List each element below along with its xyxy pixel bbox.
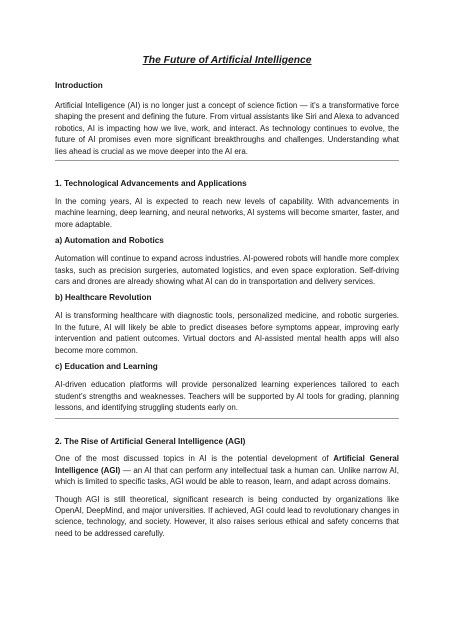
agi-text-post: — an AI that can perform any intellectual task a human can. Unlike narrow AI, which is limited to specific tasks, AGI would be able to reason, learn, and adapt across domains. — [55, 465, 399, 487]
healthcare-heading: b) Healthcare Revolution — [55, 293, 152, 303]
intro-heading: Introduction — [55, 81, 103, 90]
section-divider — [55, 160, 399, 161]
automation-paragraph: Automation will continue to expand across industries. AI-powered robots will handle more complex tasks, such as precision surgeries, automated logistics, and even space exploration. Self-driving cars and drones are already showing what AI can do in transportation and delivery services. — [55, 254, 399, 287]
healthcare-paragraph: AI is transforming healthcare with diagnostic tools, personalized medicine, and robotic surgeries. In the future, AI will likely be able to predict diseases before symptoms appear, improving early intervention and patient outcomes. Virtual doctors and AI-assisted mental health apps will also become more common. — [55, 311, 399, 355]
section1-heading: 1. Technological Advancements and Applications — [55, 179, 247, 189]
document-title: The Future of Artificial Intelligence — [142, 55, 312, 66]
intro-paragraph: Artificial Intelligence (AI) is no longer just a concept of science fiction — it’s a transformative force shaping the present and defining the future. From virtual assistants like Siri and Alexa to advanced robotics, AI is impacting how we live, work, and interact. As technology continues to evolve, the future of AI promises even more significant breakthroughs and challenges. Understanding what lies ahead is crucial as we move deeper into the AI era. — [55, 101, 399, 156]
section-divider — [55, 418, 399, 419]
agi-term-bold: Artificial General Intelligence (AGI) — [55, 454, 399, 475]
automation-heading: a) Automation and Robotics — [55, 236, 164, 246]
agi-paragraph — [55, 453, 399, 487]
section1-paragraph: In the coming years, AI is expected to reach new levels of capability. With advancements in machine learning, deep learning, and neural networks, AI systems will become smarter, faster, and more adaptable. — [55, 197, 399, 229]
section2-heading: 2. The Rise of Artificial General Intelligence (AGI) — [55, 437, 246, 447]
education-paragraph: AI-driven education platforms will provide personalized learning experiences tailored to each student’s strengths and weaknesses. Teachers will be supported by AI tools for grading, planning lessons, and identifying struggling students early on. — [55, 380, 399, 412]
agi-research-paragraph: Though AGI is still theoretical, significant research is being conducted by organizations like OpenAI, DeepMind, and major universities. If achieved, AGI could lead to revolutionary changes in science, technology, and society. However, it also raises serious ethical and safety concerns that need to be addressed carefully. — [55, 494, 399, 538]
agi-text-pre: One of the most discussed topics in AI is the potential development of — [55, 454, 334, 464]
education-heading: c) Education and Learning — [55, 362, 158, 372]
